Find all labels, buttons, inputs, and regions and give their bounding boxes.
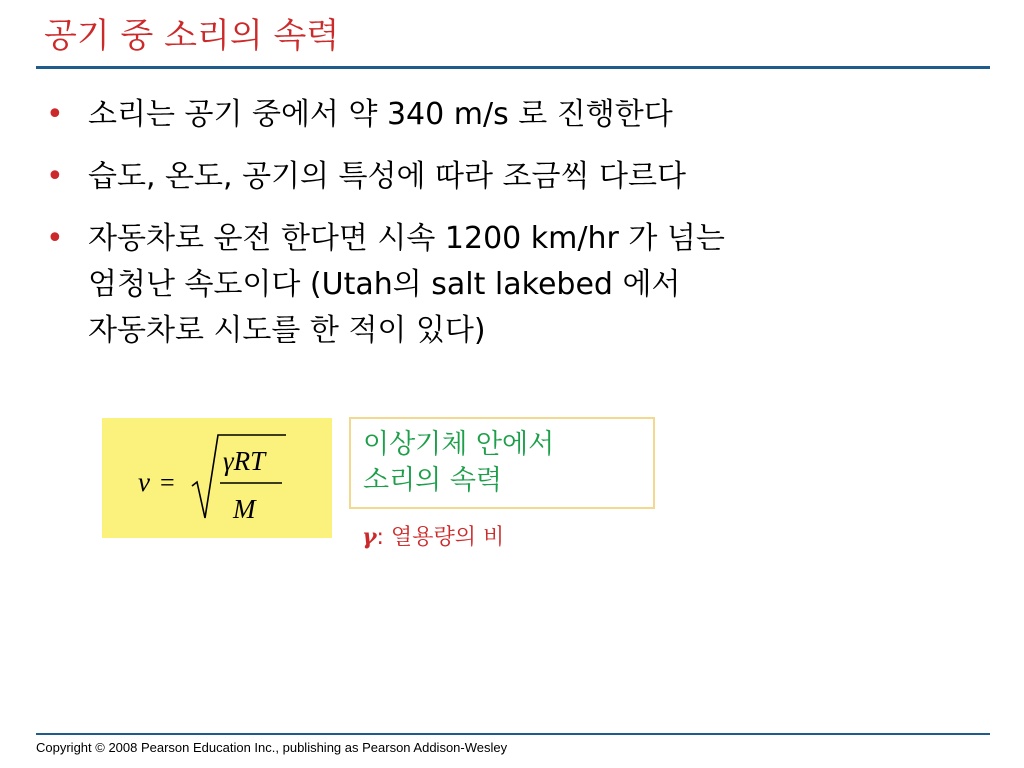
bullet-text: 습도, 온도, 공기의 특성에 따라 조금씩 다르다: [88, 159, 686, 194]
ideal-gas-note: [349, 417, 655, 509]
copyright-footer: Copyright © 2008 Pearson Education Inc., publishing as Pearson Addison-Wesley: [36, 740, 508, 755]
gamma-definition: [362, 522, 504, 553]
bullet-text: 소리는 공기 중에서 약 340 m/s 로 진행한다: [88, 97, 673, 132]
note-line: 소리의 속력: [363, 465, 502, 496]
formula-box: [102, 418, 332, 538]
numerator-rt: RT: [233, 446, 266, 476]
note-line: 이상기체 안에서: [363, 429, 555, 460]
gamma-definition-text: : 열용량의 비: [376, 525, 505, 550]
bullet-item: [44, 216, 944, 354]
bullet-marker: •: [46, 221, 64, 256]
title-divider: [36, 66, 990, 69]
formula-equals: =: [160, 468, 175, 497]
bullet-item: [44, 92, 944, 138]
speed-of-sound-formula: [102, 418, 332, 538]
footer-divider: [36, 733, 990, 735]
slide-title: 공기 중 소리의 속력: [44, 16, 340, 56]
bullet-item: [44, 154, 944, 200]
bullet-marker: •: [46, 159, 64, 194]
gamma-symbol: γ: [223, 446, 234, 476]
bullet-text: 자동차로 운전 한다면 시속 1200 km/hr 가 넘는: [88, 221, 725, 256]
bullet-marker: •: [46, 97, 64, 132]
bullet-text: 엄청난 속도이다 (Utah의 salt lakebed 에서: [88, 267, 681, 302]
formula-lhs: v: [138, 467, 150, 497]
gamma-symbol: γ: [362, 524, 377, 550]
bullet-list: [44, 92, 944, 370]
formula-numerator: [223, 446, 267, 476]
formula-denominator: M: [233, 494, 256, 524]
bullet-text: 자동차로 시도를 한 적이 있다): [88, 313, 486, 348]
